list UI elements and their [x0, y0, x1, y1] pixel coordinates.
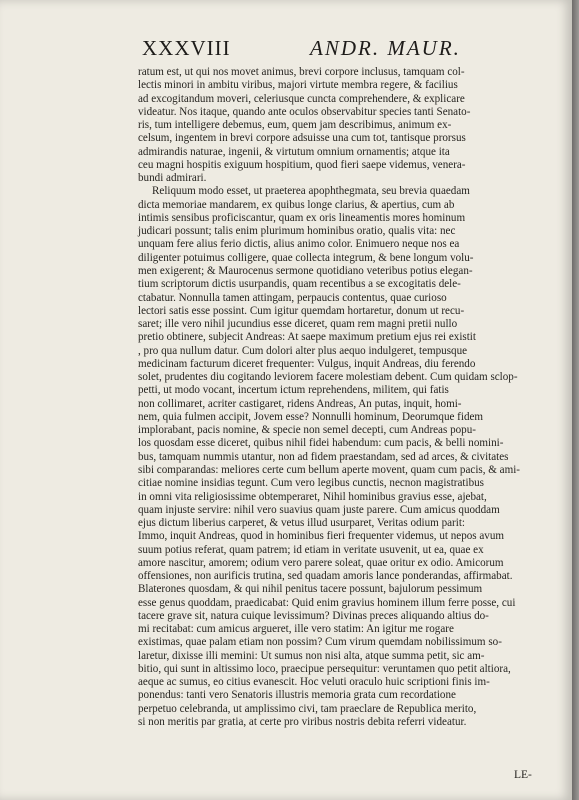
text-line: sibi comparandas: meliores certe cum bellum aperte movent, quam cum pacis, & ami- — [138, 463, 520, 476]
text-line: ceu magni hospitis exiguum hospitium, quod fieri saepe videmus, venera- — [138, 158, 466, 171]
text-line: mi recitabat: cum amicus argueret, ille vero statim: An igitur me rogare — [138, 623, 454, 636]
text-line: men exigerent; & Maurocenus sermone quotidiano veteribus potius elegan- — [138, 264, 473, 277]
text-line: ejus dictum liberius carperet, & vetus illud usurparet, Veritas odium parit: — [138, 517, 465, 530]
text-line: in omni vita religiosissime obtemperaret, Nihil hominibus gravius esse, ajebat, — [138, 490, 487, 503]
text-line: celsum, ingentem in brevi corpore adsuisse una cum tot, tantisque prorsus — [138, 132, 466, 145]
text-line: non collimaret, acriter castigaret, ridens Andreas, An putas, inquit, homi- — [138, 397, 462, 410]
text-line: dicta memoriae mandarem, ex quibus longe clarius, & apertius, cum ab — [138, 198, 455, 211]
text-line: Immo, inquit Andreas, quod in hominibus fieri frequenter videmus, ut nepos avum — [138, 530, 505, 543]
text-line: nem, quia fulmen accipit, Jovem esse? Nonnulli hominum, Deorumque fidem — [138, 410, 484, 423]
page-number: XXXVIII — [142, 36, 231, 60]
text-line: los quosdam esse diceret, quibus nihil fidei habendum: cum pacis, & belli nomini- — [138, 437, 504, 450]
text-line: lectis minori in ambitu viribus, majori virtute membra regere, & facilius — [138, 79, 458, 92]
text-line: intimis sensibus proficiscantur, quam ex oris lineamentis mores hominum — [138, 211, 466, 224]
page-edge-shadow — [572, 0, 579, 800]
text-line: lectori satis esse possint. Cum igitur quemdam hortaretur, donum ut recu- — [138, 304, 465, 317]
text-line: ponendus: tanti vero Senatoris illustris memoria grata cum recordatione — [138, 689, 456, 702]
text-line: admirandis naturae, ingenii, & virtutum omnium ornamentis; atque ita — [138, 145, 450, 158]
text-line: citiae nomine insidias tegunt. Cum vero legibus cunctis, necnon magistratibus — [138, 477, 484, 490]
text-line: si non meritis par gratia, at certe pro viribus nostris debita referri videatur. — [138, 716, 467, 729]
text-line: bundi admirari. — [138, 172, 207, 185]
text-line: petti, ut modo vocant, incertum ictum reprehendens, militem, qui fatis — [138, 384, 449, 397]
text-line: saret; ille vero nihil jucundius esse diceret, quam rem magni pretii nullo — [138, 318, 458, 331]
text-line: solet, prudentes diu cogitando leviorem facere molestiam debent. Cum quidam sclop- — [138, 371, 518, 384]
text-line: bitio, qui sunt in altissimo loco, praecipue persequitur: veruntamen quo petit altiora, — [138, 662, 511, 675]
text-line: quam injuste servire: nihil vero suavius quam juste parere. Cum amicus quoddam — [138, 503, 500, 516]
text-line: amore nascitur, amorem; odium vero parere soleat, quae oritur ex odio. Amicorum — [138, 556, 504, 569]
text-line: medicinam facturum diceret frequenter: Vulgus, inquit Andreas, diu ferendo — [138, 357, 476, 370]
text-line: diligenter potuimus colligere, quae collecta integrum, & bene longum volu- — [138, 251, 474, 264]
text-line: esse genus quoddam, praedicabat: Quid enim gravius hominem illum ferre posse, cui — [138, 596, 516, 609]
text-line: , pro qua nullum datur. Cum dolori alter plus aequo indulgeret, tempusque — [138, 344, 468, 357]
text-line: perpetuo celebranda, ut amplissimo civi, tam praeclare de Republica merito, — [138, 702, 477, 715]
page-header — [112, 36, 542, 62]
text-line: ad excogitandum moveri, celeriusque cuncta comprehendere, & explicare — [138, 92, 465, 105]
text-line: offensiones, non aurificis trutina, sed quadam amoris lance ponderandas, affirmabat. — [138, 570, 513, 583]
text-line: aeque ac sumus, eo citius evanescit. Hoc veluti oraculo huic scriptioni finis im- — [138, 676, 490, 689]
running-title: ANDR. MAUR. — [310, 36, 461, 60]
text-line: ris, tum intelligere debemus, eum, quem jam describimus, animum ex- — [138, 119, 452, 132]
text-line: laretur, dixisse illi memini: Ut sumus non nisi alta, atque summa petit, sic am- — [138, 649, 485, 662]
text-line: Reliquum modo esset, ut praeterea apophthegmata, seu brevia quaedam — [152, 185, 470, 198]
text-line: ratum est, ut qui nos movet animus, brevi corpore inclusus, tamquam col- — [138, 66, 465, 78]
text-line: unquam fere alius ferio dictis, alius animo color. Enimuero neque nos ea — [138, 238, 460, 251]
text-line: tacere grave sit, natura cuique levissimum? Divinas preces aliquando altius do- — [138, 609, 489, 622]
text-line: pretio obtinere, subjecit Andreas: At saepe maximum pretium ejus rei existit — [138, 331, 476, 344]
text-line: judicari possunt; talis enim plurimum hominibus oratio, qualis vita: nec — [138, 225, 456, 238]
catchword: LE- — [514, 769, 532, 781]
text-line: ctabatur. Nonnulla tamen attingam, perpaucis contentus, quae curioso — [138, 291, 447, 304]
text-line: existimas, quae palam etiam non possim? Cum virum quemdam nobilissimum so- — [138, 636, 502, 649]
text-line: suum potius referat, quam patrem; id etiam in veritate usuvenit, ut ea, quae ex — [138, 543, 484, 556]
text-line: implorabant, pacis nomine, & specie non semel decepti, cum Andreas popu- — [138, 424, 476, 437]
text-line: tium scriptorum dictis usurpandis, quam recentibus a se excogitatis dele- — [138, 278, 461, 291]
text-line: bus, tamquam nummis utantur, non ad fidem praestandam, sed ad arces, & civitates — [138, 450, 509, 463]
text-line: Blaterones quosdam, & qui nihil penitus tacere possunt, bajulorum pessimum — [138, 583, 483, 596]
text-line: videatur. Nos itaque, quando ante oculos observabitur species tanti Senato- — [138, 105, 471, 118]
body-text — [138, 66, 548, 729]
